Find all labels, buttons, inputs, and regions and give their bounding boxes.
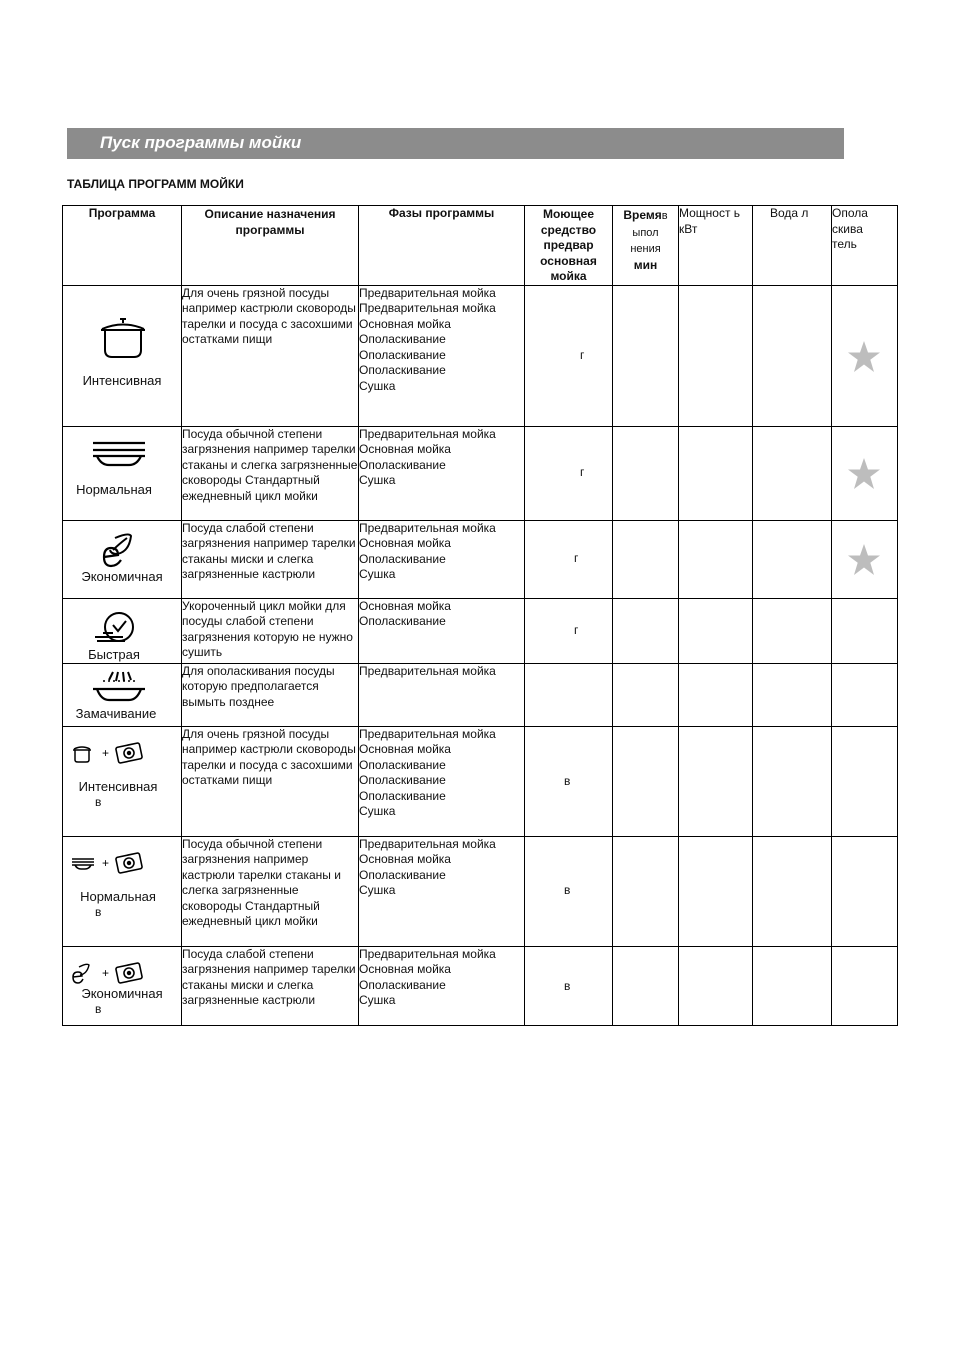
header-phases: Фазы программы bbox=[359, 206, 525, 286]
rinse-cell bbox=[832, 598, 898, 663]
description-cell: Посуда слабой степени загрязнения например тарелки стаканы миски и слегка загрязненные кастрюли bbox=[182, 520, 359, 598]
detergent-value: г bbox=[574, 622, 579, 637]
phases-cell: Предварительная мойка Основная мойка Ополаскивание Сушка bbox=[359, 946, 525, 1025]
description-cell: Укороченный цикл мойки для посуды слабой степени загрязнения которую не нужно сушить bbox=[182, 598, 359, 663]
phases-cell: Основная мойка Ополаскивание bbox=[359, 598, 525, 663]
program-name: Экономичная bbox=[81, 985, 163, 1001]
table-title: ТАБЛИЦА ПРОГРАММ МОЙКИ bbox=[67, 177, 244, 191]
header-time-unit: мин bbox=[633, 257, 658, 272]
detergent-value: г bbox=[574, 550, 579, 565]
section-banner bbox=[67, 128, 844, 159]
soak-spray-icon bbox=[91, 670, 147, 706]
rinse-cell bbox=[832, 426, 898, 520]
phases-cell: Предварительная мойка Предварительная мойка Основная мойка Ополаскивание Ополаскивание Ополаскивание Сушка bbox=[359, 285, 525, 426]
rinse-cell bbox=[832, 663, 898, 726]
program-name: Экономичная bbox=[81, 568, 163, 584]
power-cell bbox=[679, 726, 753, 836]
program-cell bbox=[63, 285, 182, 426]
power-cell bbox=[679, 426, 753, 520]
phases-cell: Предварительная мойка Основная мойка Ополаскивание Сушка bbox=[359, 836, 525, 946]
table-row bbox=[63, 285, 898, 426]
program-cell bbox=[63, 426, 182, 520]
program-cell bbox=[63, 946, 182, 1025]
program-name: Нормальная bbox=[76, 481, 152, 497]
water-cell bbox=[753, 520, 832, 598]
table-row bbox=[63, 520, 898, 598]
header-description: Описание назначения программы bbox=[182, 206, 359, 286]
program-variant: в bbox=[95, 904, 102, 919]
detergent-cell bbox=[525, 836, 613, 946]
program-variant: в bbox=[95, 794, 102, 809]
program-cell bbox=[63, 520, 182, 598]
detergent-value: г bbox=[580, 347, 585, 362]
description-cell: Для очень грязной посуды например кастрюли сковороды тарелки и посуда с засохшими остатками пищи bbox=[182, 726, 359, 836]
water-cell bbox=[753, 726, 832, 836]
header-time bbox=[613, 206, 679, 286]
time-cell bbox=[613, 663, 679, 726]
water-cell bbox=[753, 663, 832, 726]
header-detergent: Моющее средство предвар основная мойка bbox=[525, 206, 613, 286]
water-cell bbox=[753, 598, 832, 663]
detergent-value: в bbox=[564, 773, 571, 788]
time-cell bbox=[613, 726, 679, 836]
detergent-cell bbox=[525, 285, 613, 426]
time-cell bbox=[613, 520, 679, 598]
programs-table bbox=[62, 205, 898, 1026]
banner-title: Пуск программы мойки bbox=[100, 133, 302, 152]
program-variant: в bbox=[95, 1001, 102, 1016]
program-name: Нормальная bbox=[80, 888, 156, 904]
water-cell bbox=[753, 285, 832, 426]
table-row bbox=[63, 426, 898, 520]
star-icon bbox=[847, 340, 881, 374]
time-cell bbox=[613, 598, 679, 663]
eco-plus-tablet-icon bbox=[71, 961, 147, 985]
header-water: Вода л bbox=[753, 206, 832, 286]
header-power: Мощност ь кВт bbox=[679, 206, 753, 286]
plates-icon bbox=[91, 439, 147, 467]
detergent-cell bbox=[525, 726, 613, 836]
table-row bbox=[63, 946, 898, 1025]
detergent-value: в bbox=[564, 978, 571, 993]
quick-clock-icon bbox=[93, 611, 137, 647]
rinse-cell bbox=[832, 726, 898, 836]
header-program: Программа bbox=[63, 206, 182, 286]
program-name: Интенсивная bbox=[82, 372, 162, 388]
detergent-value: г bbox=[580, 464, 585, 479]
power-cell bbox=[679, 285, 753, 426]
phases-cell: Предварительная мойка bbox=[359, 663, 525, 726]
water-cell bbox=[753, 946, 832, 1025]
table-row bbox=[63, 726, 898, 836]
power-cell bbox=[679, 520, 753, 598]
table-row bbox=[63, 836, 898, 946]
program-cell bbox=[63, 836, 182, 946]
star-icon bbox=[847, 543, 881, 577]
program-name: Быстрая bbox=[88, 646, 140, 662]
table-row bbox=[63, 663, 898, 726]
time-cell bbox=[613, 836, 679, 946]
detergent-cell bbox=[525, 946, 613, 1025]
svg-text:+: + bbox=[102, 745, 110, 760]
rinse-cell bbox=[832, 946, 898, 1025]
detergent-cell bbox=[525, 598, 613, 663]
program-cell bbox=[63, 598, 182, 663]
time-cell bbox=[613, 285, 679, 426]
pot-plus-tablet-icon bbox=[71, 741, 147, 765]
svg-text:+: + bbox=[102, 965, 110, 980]
detergent-cell bbox=[525, 663, 613, 726]
time-cell bbox=[613, 946, 679, 1025]
power-cell bbox=[679, 836, 753, 946]
plates-plus-tablet-icon bbox=[71, 851, 147, 875]
detergent-value: в bbox=[564, 882, 571, 897]
rinse-cell bbox=[832, 285, 898, 426]
power-cell bbox=[679, 663, 753, 726]
description-cell: Посуда слабой степени загрязнения например тарелки стаканы миски и слегка загрязненные кастрюли bbox=[182, 946, 359, 1025]
time-cell bbox=[613, 426, 679, 520]
description-cell: Посуда обычной степени загрязнения например кастрюли тарелки стаканы и слегка загрязненные сковороды Стандартный ежедневный цикл мойки bbox=[182, 836, 359, 946]
header-time-bold: Время bbox=[623, 208, 662, 222]
header-row bbox=[63, 206, 898, 286]
detergent-cell bbox=[525, 426, 613, 520]
rinse-cell bbox=[832, 836, 898, 946]
program-cell bbox=[63, 663, 182, 726]
detergent-cell bbox=[525, 520, 613, 598]
power-cell bbox=[679, 598, 753, 663]
program-cell bbox=[63, 726, 182, 836]
star-icon bbox=[847, 457, 881, 491]
power-cell bbox=[679, 946, 753, 1025]
table-row bbox=[63, 598, 898, 663]
svg-text:+: + bbox=[102, 855, 110, 870]
water-cell bbox=[753, 836, 832, 946]
description-cell: Для ополаскивания посуды которую предполагается вымыть позднее bbox=[182, 663, 359, 726]
program-name: Интенсивная bbox=[78, 778, 158, 794]
pot-icon bbox=[99, 316, 147, 360]
program-name: Замачивание bbox=[75, 705, 157, 721]
header-time-rest: в ыпол нения bbox=[630, 210, 668, 255]
header-rinse: Опола скива тель bbox=[832, 206, 898, 286]
eco-leaf-icon bbox=[101, 530, 133, 568]
phases-cell: Предварительная мойка Основная мойка Ополаскивание Ополаскивание Ополаскивание Сушка bbox=[359, 726, 525, 836]
phases-cell: Предварительная мойка Основная мойка Ополаскивание Сушка bbox=[359, 520, 525, 598]
description-cell: Посуда обычной степени загрязнения например тарелки стаканы и слегка загрязненные сковороды Стандартный ежедневный цикл мойки bbox=[182, 426, 359, 520]
rinse-cell bbox=[832, 520, 898, 598]
description-cell: Для очень грязной посуды например кастрюли сковороды тарелки и посуда с засохшими остатками пищи bbox=[182, 285, 359, 426]
phases-cell: Предварительная мойка Основная мойка Ополаскивание Сушка bbox=[359, 426, 525, 520]
water-cell bbox=[753, 426, 832, 520]
